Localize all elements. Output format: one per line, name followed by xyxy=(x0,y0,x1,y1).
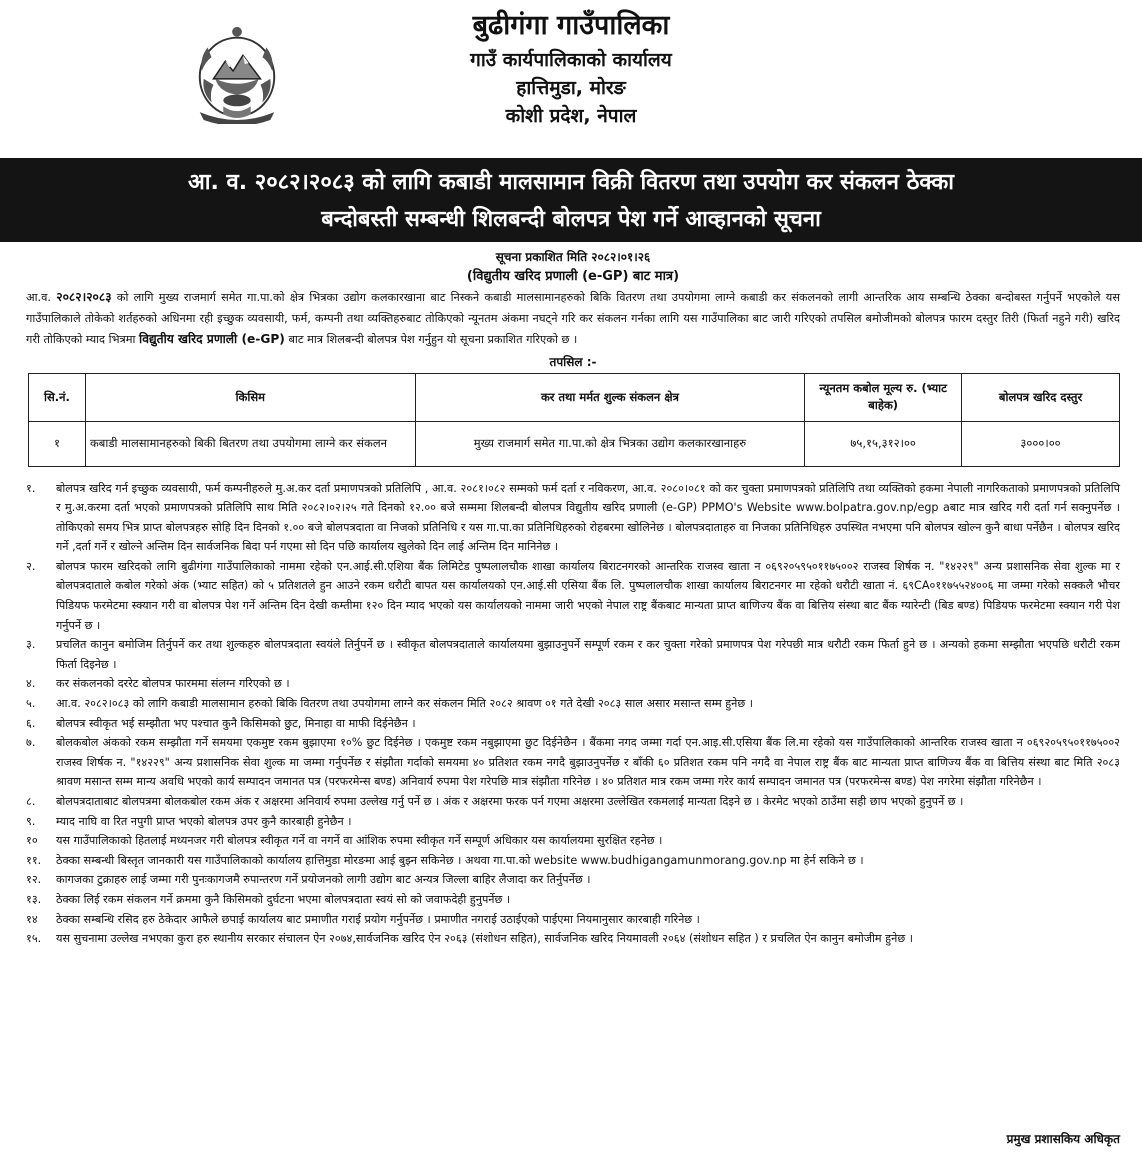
condition-number: ६. xyxy=(26,716,36,730)
condition-number: ३. xyxy=(26,638,36,652)
table-row xyxy=(29,421,1120,466)
condition-item xyxy=(26,910,1120,930)
condition-item xyxy=(26,733,1120,792)
condition-item xyxy=(26,479,1120,557)
condition-item xyxy=(26,890,1120,910)
cell-type: कबाडी मालसामानहरुको बिकी बितरण तथा उपयोगमा लाग्ने कर संकलन xyxy=(85,421,415,466)
intro-egp: विद्युतीय खरिद प्रणाली (e-GP) xyxy=(139,332,285,346)
condition-text: बोलकबोल अंकको रकम सम्झौता गर्ने समयमा एकमुष्ट रकम बुझाएमा १०% छुट दिईनेछ । एकमुष्ट रकम नबुझाएमा छुट दिईनेछैन । बैंकमा नगद जम्मा गर्दा एन.आइ.सी.एसिया बैंक लि.मा रहेको यस गाउँपालिकाको आन्तरिक राजस्व खाता न ०६९२०५९५०११७५००२ राजस्व शिर्षक न. "१४२२९" अन्य प्रशासनिक सेवा शुल्क मा जम्मा गर्नुपर्नेछ र संझौता गर्दाको समयमा ४० प्रतिशत रकम नगदै बुझाउनुपर्नेछ र बाँकी ६० प्रतिशत रकम पनि नगदै वा नेपाल राष्ट्र बैंक बाट मान्यता प्राप्त बाणिज्य बैंक वा बित्तिय संस्था बाट मिति २०८३ श्रावण मसान्त सम्म मान्य अवधि भएको कार्य सम्पादन जमानत पत्र (परफरमेन्स बण्ड) अनिवार्य रुपमा पेश गरेपछि मात्र संझौता गरिनेछ । ४० प्रतिशत मात्र रकम जम्मा गरेर कार्य सम्पादन जमानत पत्र (परफरमेन्स बण्ड) पेश नगरेमा संझौता गरिनेछैन । xyxy=(56,736,1120,789)
condition-item xyxy=(26,851,1120,871)
condition-number: ८. xyxy=(26,795,36,808)
details-heading: तपसिल :- xyxy=(549,354,597,369)
conditions-list xyxy=(26,479,1120,949)
intro-text-1: आ.व. xyxy=(26,291,57,304)
condition-number: १० xyxy=(26,834,38,848)
contract-table xyxy=(28,373,1120,467)
published-date: सूचना प्रकाशित मिति २०८२।०१।२६ xyxy=(495,250,651,264)
office-heading xyxy=(300,6,842,130)
condition-number: ४. xyxy=(26,677,36,691)
condition-text: ठेक्का लिई रकम संकलन गर्ने क्रममा कुनै किसिमको दुर्घटना भएमा बोलपत्रदाता स्वयं सो को जवाफदेही हुनुपर्नेछ । xyxy=(56,892,511,906)
condition-text: आ.व. २०८२।०८३ को लागि कबाडी मालसामान हरुको बिकि वितरण तथा उपयोगमा लाग्ने कर संकलन मिति २०८२ श्रावण ०१ गते देखी २०८३ साल असार मसान्त सम्म हुनेछ । xyxy=(56,697,753,711)
table-header-row xyxy=(29,373,1120,421)
condition-text: बोलपत्र स्वीकृत भई सम्झौता भए पश्चात कुनै किसिमको छुट, मिनाहा वा माफी दिईनेछैन । xyxy=(56,716,416,730)
col-header-type: किसिम xyxy=(85,373,415,421)
condition-item xyxy=(26,870,1120,890)
nepal-government-emblem-icon xyxy=(188,18,286,124)
intro-paragraph xyxy=(26,287,1120,351)
banner-line-1: आ. व. २०८२।२०८३ को लागि कबाडी मालसामान विक्री वितरण तथा उपयोग कर संकलन ठेक्का xyxy=(188,170,954,195)
condition-item xyxy=(26,694,1120,714)
notice-title-banner xyxy=(0,158,1142,242)
condition-number: १३. xyxy=(26,892,42,906)
condition-text: म्याद नाघि वा रित नपुगी प्राप्त भएको बोलपत्र उपर कुनै कारबाही हुनेछैन । xyxy=(56,814,352,828)
condition-text: बोलपत्रदाताबाट बोलपत्रमा बोलकबोल रकम अंक र अक्षरमा अनिवार्य रुपमा उल्लेख गर्नु पर्ने छ । अंक र अक्षरमा फरक पर्न गएमा अक्षरमा उल्लेखित रकमलाई मान्यता दिइने छ । केरमेट भएको ठाउँमा सही छाप भएको हुनुपर्ने छ । xyxy=(56,795,964,808)
condition-number: १. xyxy=(26,481,36,495)
condition-number: ९. xyxy=(26,814,36,828)
condition-number: ११. xyxy=(26,853,42,867)
office-name: बुढीगंगा गाउँपालिका xyxy=(472,10,670,41)
condition-text: बोलपत्र खरिद गर्न इच्छुक व्यवसायी, फर्म कम्पनीहरुले मु.अ.कर दर्ता प्रमाणपत्रको प्रतिलिपि , आ.व. २०८१।०८२ सम्मको फर्म दर्ता र नविकरण, आ.व. २०८०।०८१ को कर चुक्ता प्रमाणपत्रको प्रतिलिपि तथा व्यक्तिको हकमा नेपाली नागरिकताको प्रमाणपत्रको प्रतिलिपि र मु.अ.करमा दर्ता भएको प्रमाणपत्रको प्रतिलिपि साथ मिति २०८२।०२।२५ गते दिनको १२.०० बजे सम्ममा शिलबन्दी बोलपत्र विद्युतीय खरिद प्रणाली (e-GP) PPMO's Website www.bolpatra.gov.np/egp aबाट मात्र खरिद गरी दर्ता गर्न सक्नुपर्नेछ । तोकिएको समय भित्र प्राप्त बोलपत्रहरु सोहि दिन दिनको १.०० बजे बोलपत्रदाता वा निजको प्रतिनिधि र यस गा.पा.का प्रतिनिधिहरुको रोहबरमा खोलिनेछ । बोलपत्रदाताहरु वा निजका प्रतिनिधिहरु उपस्थित नभएमा पनि बोलपत्र खोल्न कुनै बाधा पर्नेछैन । बोलपत्र खरिद गर्ने ,दर्ता गर्ने र खोल्ने अन्तिम दिन सार्वजनिक बिदा पर्न गएमा सो दिन पछि कार्यालय खुलेको दिन लाई अन्तिम दिन मानिनेछ । xyxy=(56,481,1120,554)
condition-item xyxy=(26,714,1120,734)
condition-text: बोलपत्र फारम खरिदको लागि बुढीगंगा गाउँपालिकाको नाममा रहेको एन.आई.सी.एशिया बैंक लिमिटेड पुष्पलालचौक शाखा कार्यालय बिराटनगरको आन्तरिक राजस्व खाता न ०६९२०५९५०११७५००२ राजस्व शिर्षक न. "१४२२९" अन्य प्रशासनिक सेवा शुल्क मा र बोलपत्रदाताले कबोल गरेको अंक (भ्याट सहित) को ५ प्रतिशतले हुन आउने रकम धरौटी बापत यस कार्यालयको एन.आई.सी एसिया बैंक लि. पुष्पलालचौक शाखा कार्यालय बिराटनगर मा रहेको धरौटी खाता नं. ६९CA०११७५५२४००६ मा जम्मा गरेको सक्कलै भौचर पिडियफ फरमेटमा स्क्यान गरी वा बोलपत्र पेश गर्ने अन्तिम दिन देखी कम्तीमा १२० दिन म्याद भएको यस कार्यालयको नाममा जारी भएको नेपाल राष्ट्र बैंकबाट मान्यता प्राप्त बाणिज्य बैंक वा बित्तिय संस्था बाट बैंक ग्यारेन्टी (बिड बण्ड) पिडियफ फरमेटमा स्क्यान गरी पेश गर्नुपर्ने छ । xyxy=(56,559,1120,632)
col-header-fee: बोलपत्र खरिद दस्तुर xyxy=(962,373,1120,421)
office-address: हात्तिमुडा, मोरङ xyxy=(516,77,626,99)
condition-text: प्रचलित कानुन बमोजिम तिर्नुपर्ने कर तथा शुल्कहरु बोलपत्रदाता स्वयंले तिर्नुपर्ने छ । स्वीकृत बोलपत्रदाताले कार्यालयमा बुझाउनुपर्ने सम्पूर्ण रकम र कर चुक्ता गरेको प्रमाणपत्र पेश गरेपछी मात्र धरौटी रकम फिर्ता हुने छ । अन्यको हकमा सम्झौता भएपछि धरौटी रकम फिर्ता दिइनेछ । xyxy=(56,638,1120,671)
cell-fee: ३०००।०० xyxy=(962,421,1120,466)
condition-text: ठेक्का सम्बन्धी बिस्तृत जानकारी यस गाउँपालिकाको कार्यालय हात्तिमुडा मोरङमा आई बुझ्न सकिनेछ । अथवा गा.पा.को website www.budhigangamunmorang.gov.np मा हेर्न सकिने छ । xyxy=(56,853,864,867)
cell-area: मुख्य राजमार्ग समेत गा.पा.को क्षेत्र भित्रका उद्योग कलकारखानाहरु xyxy=(415,421,805,466)
intro-text-3: बाट मात्र शिलबन्दी बोलपत्र पेश गर्नुहुन यो सूचना प्रकाशित गरिएको छ । xyxy=(284,333,578,346)
office-sub: गाउँ कार्यपालिकाको कार्यालय xyxy=(470,49,672,71)
condition-item xyxy=(26,557,1120,635)
office-province: कोशी प्रदेश, नेपाल xyxy=(505,105,637,127)
condition-number: १५. xyxy=(26,932,42,946)
procurement-mode: (विद्युतीय खरिद प्रणाली (e-GP) बाट मात्र) xyxy=(466,269,680,284)
signatory-title: प्रमुख प्रशासकिय अधिकृत xyxy=(1006,1132,1120,1146)
condition-number: ७. xyxy=(26,736,36,750)
intro-text-2: को लागि मुख्य राजमार्ग समेत गा.पा.को क्षेत्र भित्रका उद्योग कलकारखाना बाट निस्कने कबाडी मालसामानहरुको बिकि वितरण तथा उपयोगमा लाग्ने कबाडी कर संकलनको लागी आन्तरिक आय सम्बन्धि ठेक्का बन्दोबस्त गर्नुपर्ने भएकोले यस गाउँपालिकाले तोकेको शर्तहरुको अधिनमा रही इच्छुक व्यवसायी, फर्म, कम्पनी तथा व्यक्तिहरुबाट तोकिएको न्यूनतम अंकमा नघट्ने गरि कर संकलन गर्नका लागि यस गाउँपालिका बाट जारी गरिएको तपसिल बमोजीमको बोलपत्र फारम दस्तुर तिरी (फिर्ता नहुने गरी) खरिद गरी तोकिएको म्याद भित्रमा xyxy=(26,291,1120,346)
intro-fiscal-year: २०८२।२०८३ xyxy=(56,290,112,304)
condition-number: ५. xyxy=(26,697,36,711)
cell-min-bid: ७५,१५,३१२।०० xyxy=(805,421,962,466)
banner-line-2: बन्दोबस्ती सम्बन्धी शिलबन्दी बोलपत्र पेश गर्ने आव्हानको सूचना xyxy=(321,207,821,232)
condition-text: कागजका टुक्राहरु लाई जम्मा गरी पुनःकागजमै रुपान्तरण गर्ने प्रयोजनको लागी उद्योग बाट अन्यत्र जिल्ला बाहिर लैजादा कर तिर्नुपर्नेछ । xyxy=(56,873,591,887)
col-header-serial: सि.नं. xyxy=(29,373,86,421)
letterhead xyxy=(0,0,1142,158)
condition-item xyxy=(26,812,1120,832)
col-header-min-bid: न्यूनतम कबोल मूल्य रु. (भ्याट बाहेक) xyxy=(805,373,962,421)
notice-body xyxy=(26,247,1120,949)
condition-number: १४ xyxy=(26,912,38,926)
condition-number: १२. xyxy=(26,873,42,887)
condition-text: यस गाउँपालिकाको हितलाई मध्यनजर गरी बोलपत्र स्वीकृत गर्ने वा नगर्ने वा आंशिक रुपमा स्वीकृत गर्ने सम्पूर्ण अधिकार यस कार्यालयमा सुरक्षित रहनेछ । xyxy=(56,834,663,848)
condition-item xyxy=(26,929,1120,949)
condition-number: २. xyxy=(26,559,36,573)
col-header-area: कर तथा मर्मत शुल्क संकलन क्षेत्र xyxy=(415,373,805,421)
condition-text: ठेक्का सम्बन्धि रसिद हरु ठेकेदार आफैले छपाई कार्यालय बाट प्रमाणीत गराई प्रयोग गर्नुपर्नेछ । प्रमाणीत नगराई उठाईएको पाईएमा नियमानुसार कारबाही गरिनेछ । xyxy=(56,912,700,926)
condition-text: कर संकलनको दररेट बोलपत्र फारममा संलग्न गरिएको छ । xyxy=(56,677,290,691)
condition-item xyxy=(26,831,1120,851)
condition-text: यस सुचनामा उल्लेख नभएका कुरा हरु स्थानीय सरकार संचालन ऐन २०७४,सार्वजनिक खरिद ऐन २०६३ (संशोधन सहित), सार्वजनिक खरिद नियमावली २०६४ (संशोधन सहित ) र प्रचलित ऐन कानुन बमोजीम हुनेछ । xyxy=(56,932,913,946)
condition-item xyxy=(26,674,1120,694)
cell-serial: १ xyxy=(29,421,86,466)
condition-item xyxy=(26,792,1120,812)
condition-item xyxy=(26,635,1120,674)
